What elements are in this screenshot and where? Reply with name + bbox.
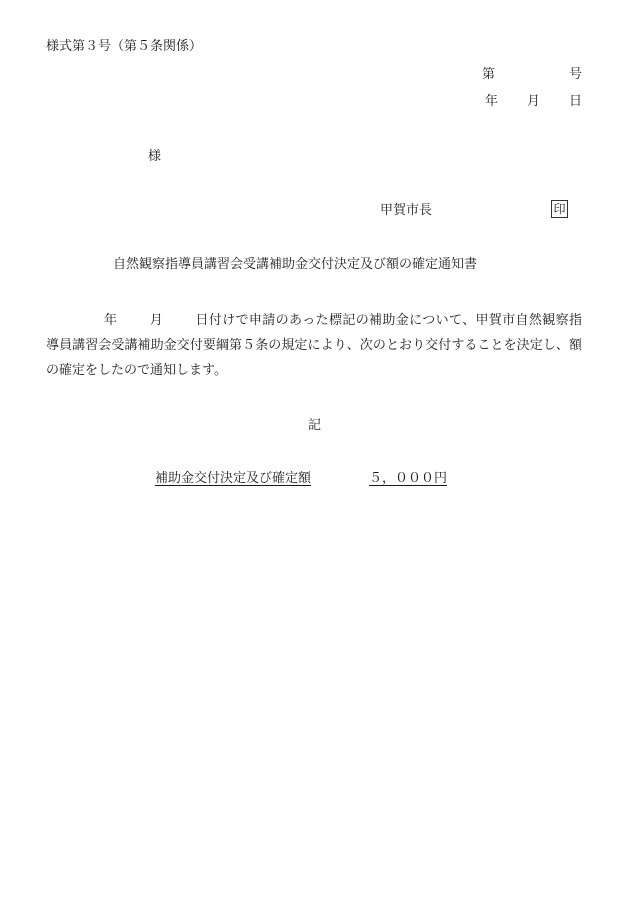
doc-number-prefix: 第 <box>481 67 495 82</box>
body-rest: 日付けで申請のあった標記の補助金について、甲賀市自然観察指導員講習会受講補助金交付要綱第５条の規定により、次のとおり交付することを決定し、額の確定をしたので通知します。 <box>46 313 582 378</box>
amount-line <box>155 472 447 485</box>
form-number: 様式第３号（第５条関係） <box>46 39 203 54</box>
issuer-name: 甲賀市長 <box>380 203 433 218</box>
date-day: 日 <box>568 94 582 109</box>
body-paragraph <box>46 308 582 383</box>
date-year: 年 <box>484 94 498 109</box>
ki-heading: 記 <box>308 418 322 433</box>
seal-stamp: 印 <box>551 200 568 218</box>
document-number <box>482 68 582 81</box>
amount-value: ５，０００円 <box>369 471 448 486</box>
doc-number-suffix: 号 <box>568 67 582 82</box>
body-year: 年 <box>104 313 118 328</box>
document-title: 自然観察指導員講習会受講補助金交付決定及び額の確定通知書 <box>113 257 478 272</box>
issue-date <box>485 95 582 108</box>
body-month: 月 <box>149 313 164 328</box>
amount-label: 補助金交付決定及び確定額 <box>155 471 312 486</box>
date-month: 月 <box>526 94 540 109</box>
addressee-suffix: 様 <box>148 149 162 164</box>
